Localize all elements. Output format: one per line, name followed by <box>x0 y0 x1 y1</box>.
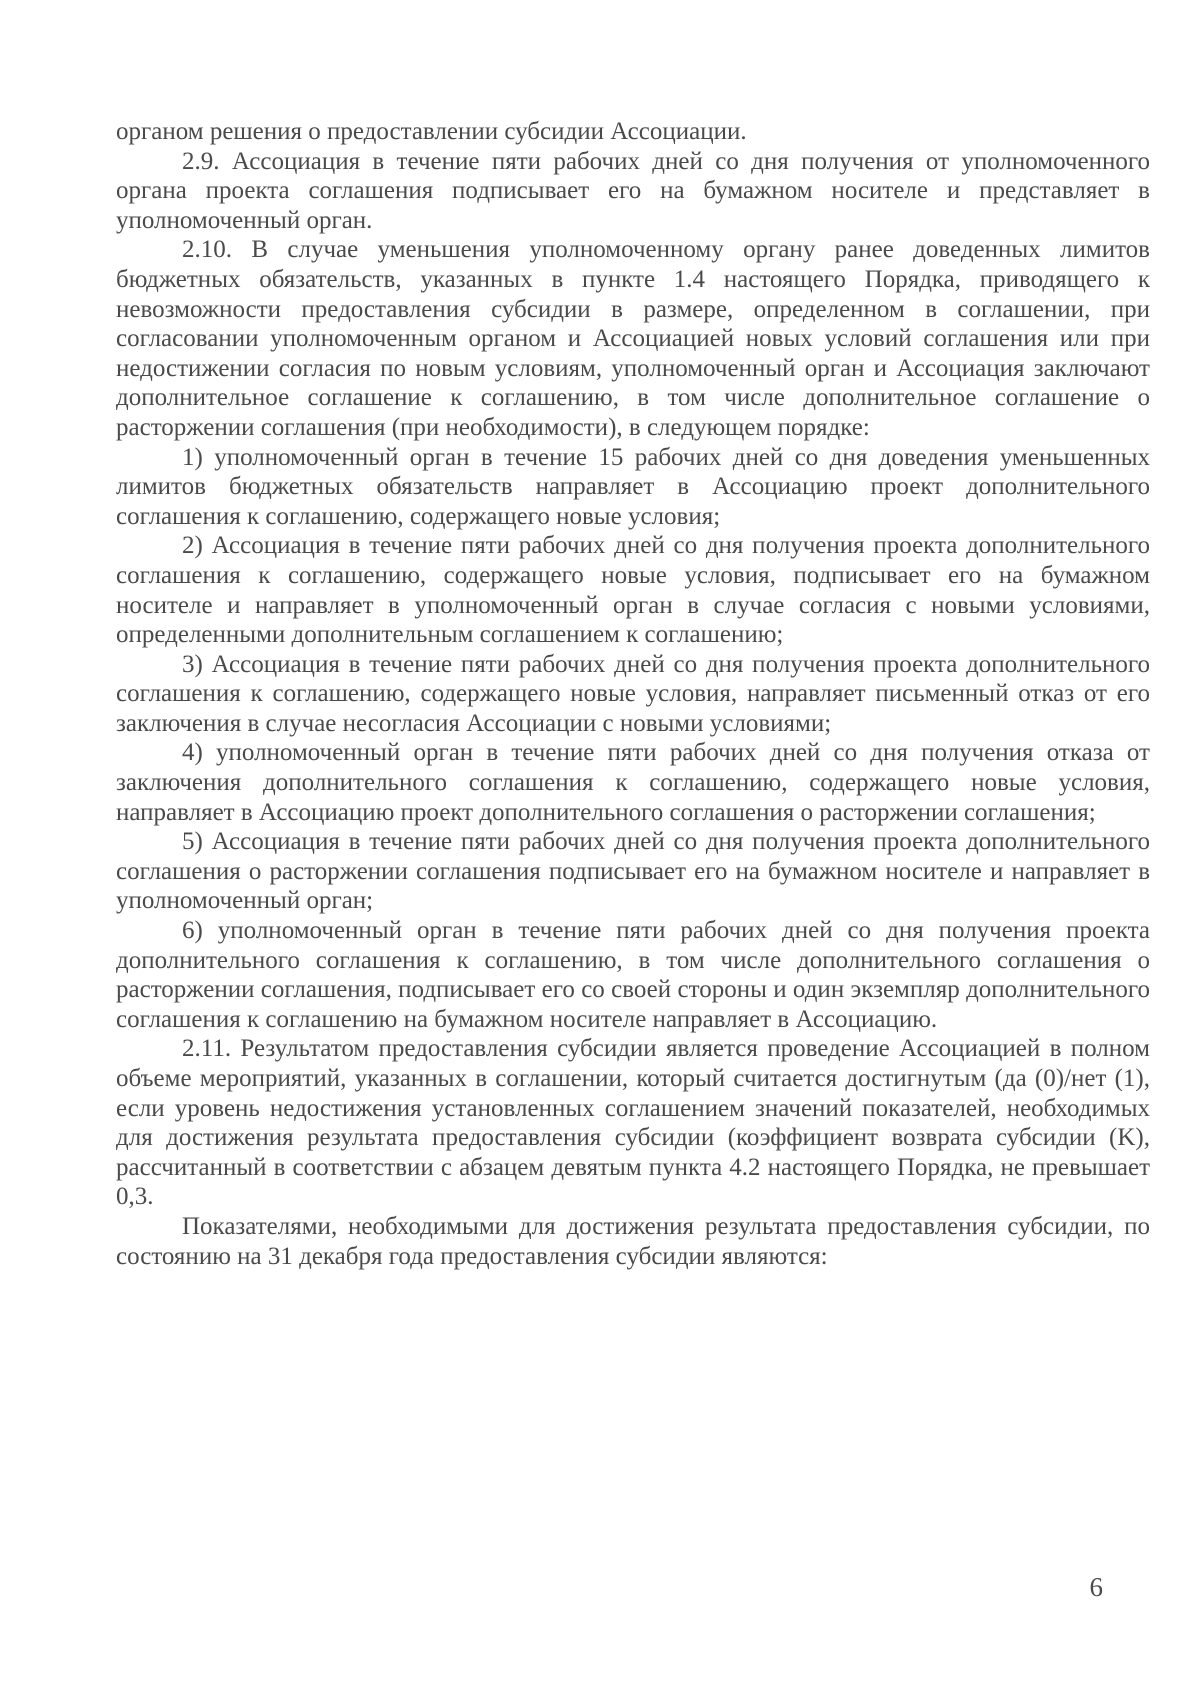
list-item-3: 3) Ассоциация в течение пяти рабочих дней со дня получения проекта дополнительного соглашения к соглашению, содержащего новые условия, направляет письменный отказ от его заключения в случае несогласия Ассоциации с новыми условиями; <box>116 650 1150 737</box>
document-body <box>116 117 1150 1271</box>
paragraph-2-10: 2.10. В случае уменьшения уполномоченному органу ранее доведенных лимитов бюджетных обязательств, указанных в пункте 1.4 настоящего Порядка, приводящего к невозможности предоставления субсидии в размере, определенном в соглашении, при согласовании уполномоченным органом и Ассоциацией новых условий соглашения или при недостижении согласия по новым условиям, уполномоченный орган и Ассоциация заключают дополнительное соглашение к соглашению, в том числе дополнительное соглашение о расторжении соглашения (при необходимости), в следующем порядке: <box>116 236 1150 441</box>
list-item-5: 5) Ассоциация в течение пяти рабочих дней со дня получения проекта дополнительного соглашения о расторжении соглашения подписывает его на бумажном носителе и направляет в уполномоченный орган; <box>116 828 1150 915</box>
list-item-1: 1) уполномоченный орган в течение 15 рабочих дней со дня доведения уменьшенных лимитов бюджетных обязательств направляет в Ассоциацию проект дополнительного соглашения к соглашению, содержащего новые условия; <box>116 443 1150 530</box>
paragraph-indicators: Показателями, необходимыми для достижения результата предоставления субсидии, по состоянию на 31 декабря года предоставления субсидии являются: <box>116 1212 1150 1270</box>
list-item-4: 4) уполномоченный орган в течение пяти рабочих дней со дня получения отказа от заключения дополнительного соглашения к соглашению, содержащего новые условия, направляет в Ассоциацию проект дополнительного соглашения о расторжении соглашения; <box>116 739 1150 826</box>
paragraph-2-11: 2.11. Результатом предоставления субсидии является проведение Ассоциацией в полном объеме мероприятий, указанных в соглашении, который считается достигнутым (да (0)/нет (1), если уровень недостижения установленных соглашением значений показателей, необходимых для достижения результата предоставления субсидии (коэффициент возврата субсидии (K), рассчитанный в соответствии с абзацем девятым пункта 4.2 настоящего Порядка, не превышает 0,3. <box>116 1035 1150 1211</box>
paragraph-continuation: органом решения о предоставлении субсидии Ассоциации. <box>116 118 747 145</box>
page-number: 6 <box>1089 1572 1103 1602</box>
list-item-6: 6) уполномоченный орган в течение пяти рабочих дней со дня получения проекта дополнительного соглашения к соглашению, в том числе дополнительного соглашения о расторжении соглашения, подписывает его со своей стороны и один экземпляр дополнительного соглашения к соглашению на бумажном носителе направляет в Ассоциацию. <box>116 917 1150 1033</box>
list-item-2: 2) Ассоциация в течение пяти рабочих дней со дня получения проекта дополнительного соглашения к соглашению, содержащего новые условия, подписывает его на бумажном носителе и направляет в уполномоченный орган в случае согласия с новыми условиями, определенными дополнительным соглашением к соглашению; <box>116 532 1150 649</box>
paragraph-2-9: 2.9. Ассоциация в течение пяти рабочих дней со дня получения от уполномоченного органа проекта соглашения подписывает его на бумажном носителе и представляет в уполномоченный орган. <box>116 147 1150 234</box>
